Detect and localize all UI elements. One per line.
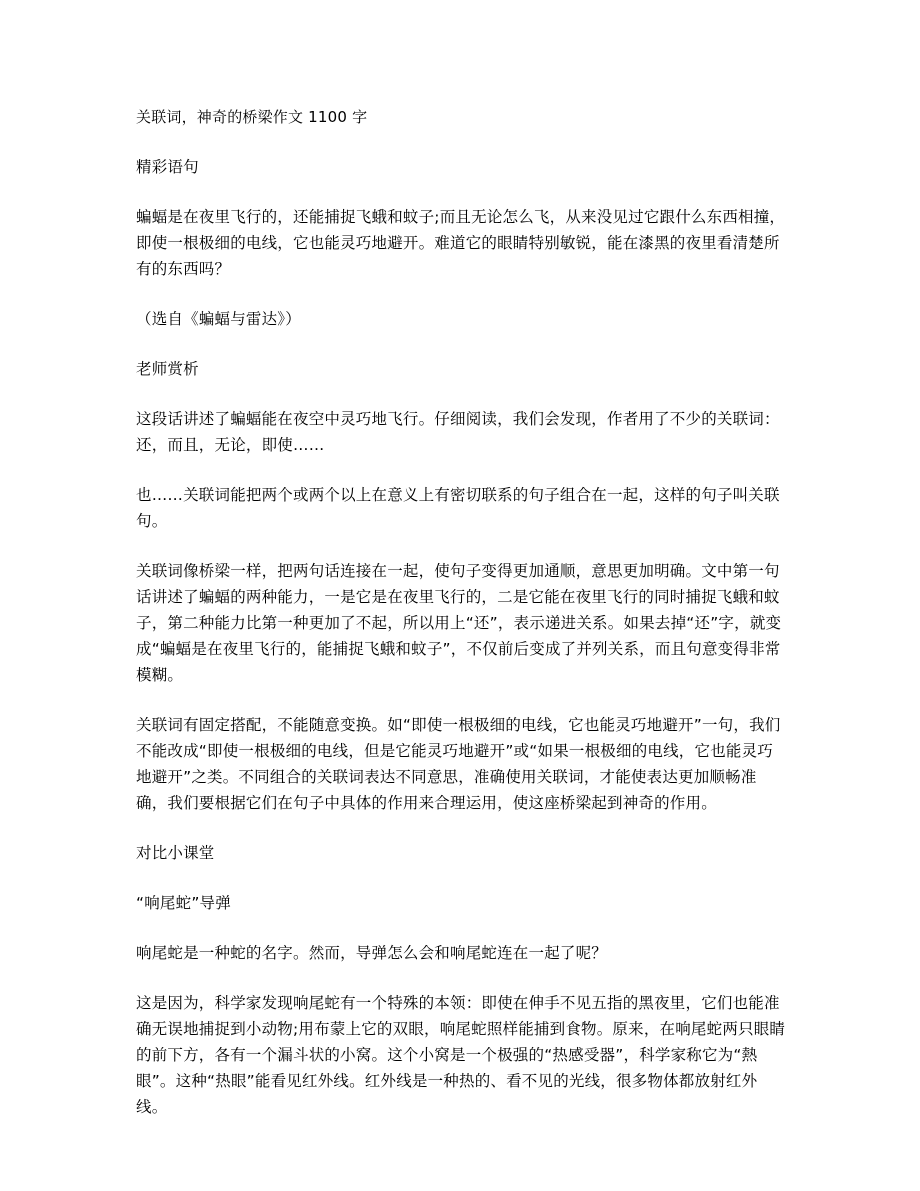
paragraph-analysis-1: 这段话讲述了蝙蝠能在夜空中灵巧地飞行。仔细阅读，我们会发现，作者用了不少的关联词：还，而且，无论，即使……	[136, 410, 780, 454]
paragraph-quote: 蝙蝠是在夜里飞行的，还能捕捉飞蛾和蚊子;而且无论怎么飞，从来没见过它跟什么东西相撞，即使一根极细的电线，它也能灵巧地避开。难道它的眼睛特别敏锐，能在漆黑的夜里看清楚所有的东西吗？	[136, 208, 786, 278]
subheading-missile: “响尾蛇”导弹	[136, 894, 231, 912]
paragraph-analysis-4: 关联词有固定搭配，不能随意变换。如“即使一根极细的电线，它也能灵巧地避开”一句，我们不能改成“即使一根极细的电线，但是它能灵巧地避开”或“如果一根极细的电线，它也能灵巧地避开”之类。不同组合的关联词表达不同意思，准确使用关联词，才能使表达更加顺畅准确，我们要根据它们在句子中具体的作用来合理运用，使这座桥梁起到神奇的作用。	[136, 716, 781, 812]
paragraph-missile-2: 这是因为，科学家发现响尾蛇有一个特殊的本领：即使在伸手不见五指的黑夜里，它们也能准确无误地捕捉到小动物;用布蒙上它的双眼，响尾蛇照样能捕到食物。原来，在响尾蛇两只眼睛的前下方，各有一个漏斗状的小窝。这个小窝是一个极强的“热感受器”，科学家称它为“熱眼”。这种“热眼”能看见红外线。红外线是一种热的、看不见的光线，很多物体都放射红外线。	[136, 994, 786, 1116]
paragraph-analysis-2: 也……关联词能把两个或两个以上在意义上有密切联系的句子组合在一起，这样的句子叫关联句。	[136, 486, 780, 530]
document-page	[136, 104, 786, 1144]
section-heading-comparison: 对比小课堂	[136, 844, 215, 862]
section-heading-analysis: 老师赏析	[136, 360, 199, 378]
paragraph-analysis-3: 关联词像桥梁一样，把两句话连接在一起，使句子变得更加通顺，意思更加明确。文中第一句话讲述了蝙蝠的两种能力，一是它是在夜里飞行的，二是它能在夜里飞行的同时捕捉飞蛾和蚊子，第二种能力比第一种更加了不起，所以用上“还”，表示递进关系。如果去掉“还”字，就变成“蝙蝠是在夜里飞行的，能捕捉飞蛾和蚊子”，不仅前后变成了并列关系，而且句意变得非常模糊。	[136, 562, 782, 684]
paragraph-source: （选自《蝙蝠与雷达》）	[136, 310, 301, 328]
section-heading-highlights: 精彩语句	[136, 158, 199, 176]
document-title: 关联词，神奇的桥梁作文 1100 字	[136, 108, 368, 126]
paragraph-missile-1: 响尾蛇是一种蛇的名字。然而，导弹怎么会和响尾蛇连在一起了呢？	[136, 944, 608, 962]
